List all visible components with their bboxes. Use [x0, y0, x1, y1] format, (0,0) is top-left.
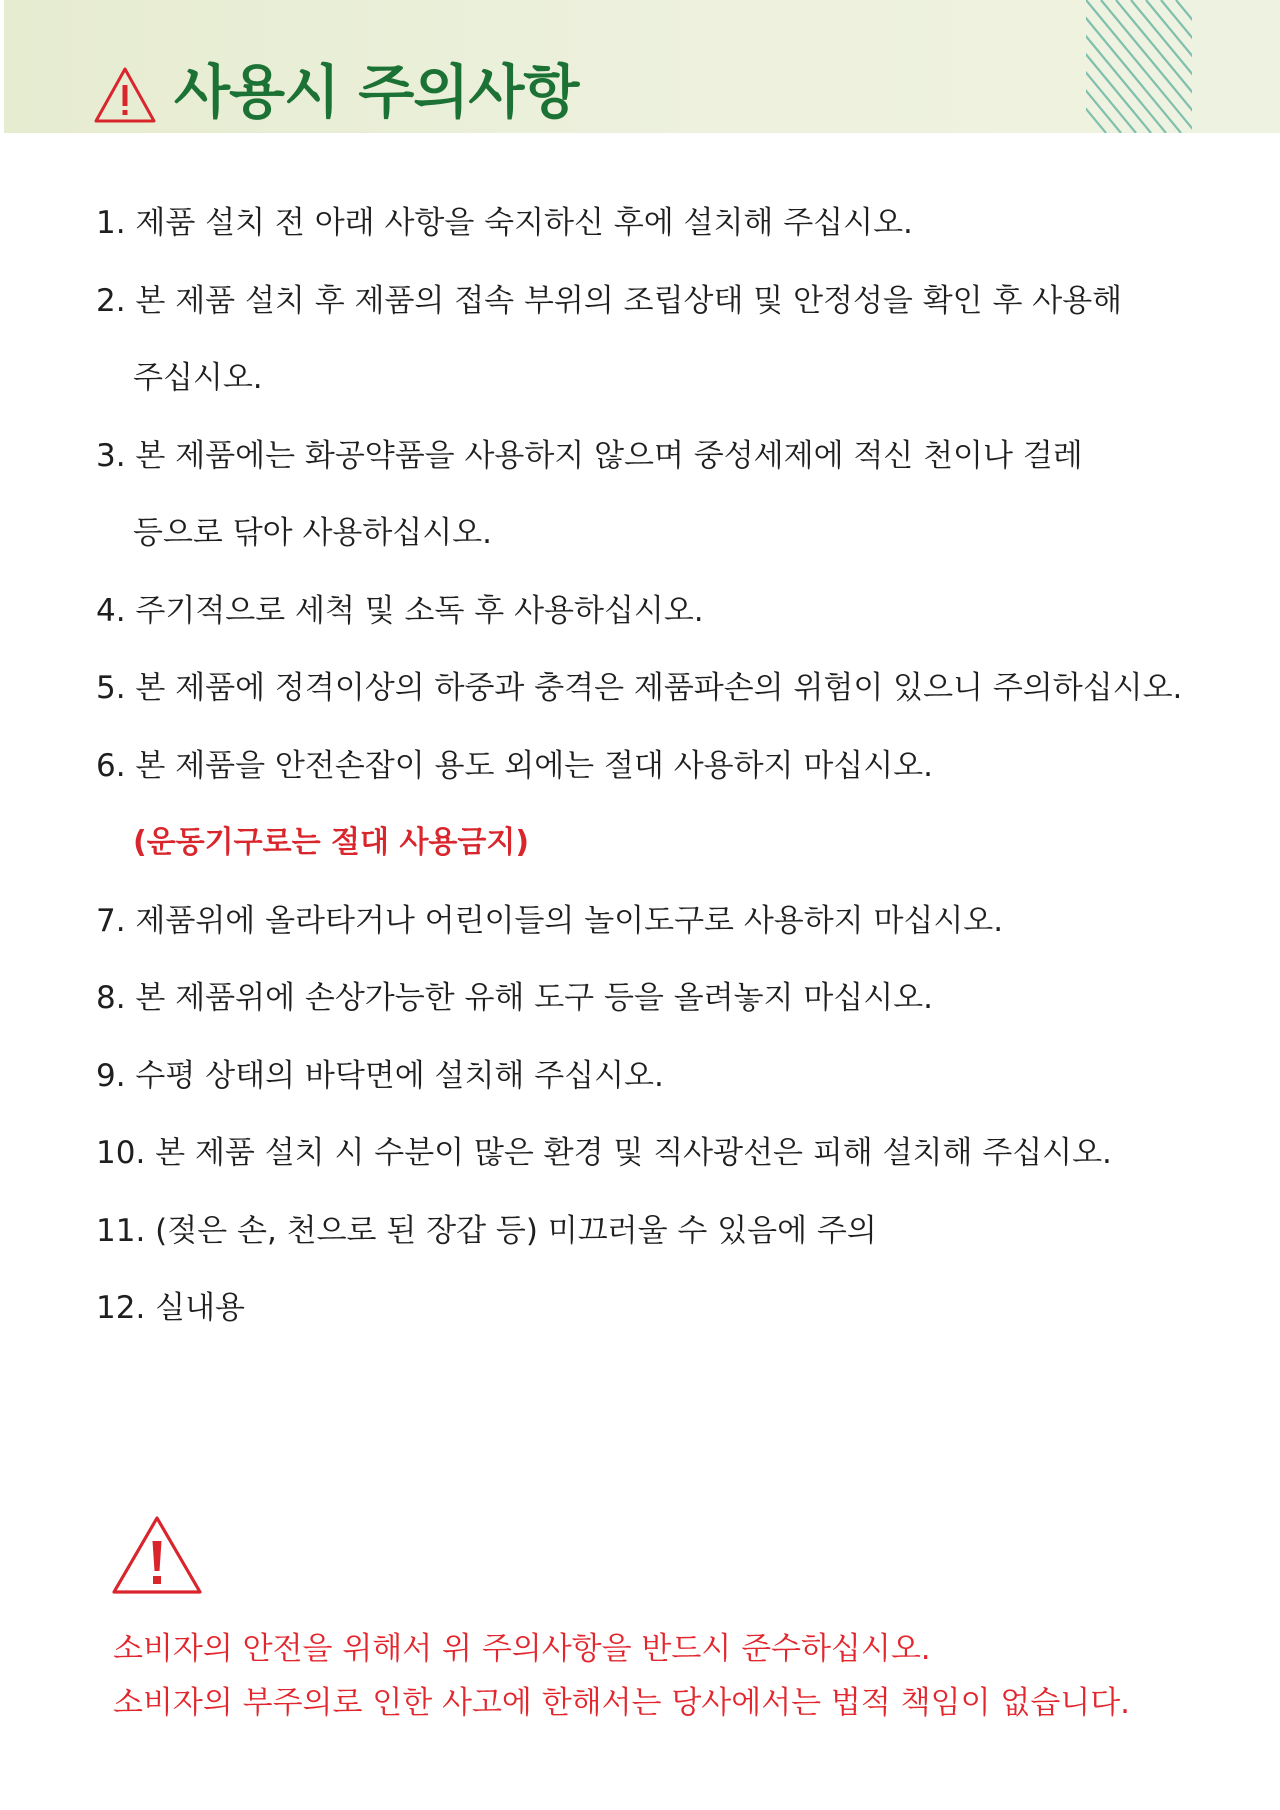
warning-triangle-icon — [110, 1513, 204, 1597]
rule-item-11: 11. (젖은 손, 천으로 된 장갑 등) 미끄러울 수 있음에 주의 — [96, 1212, 877, 1249]
rule-item-2: 2. 본 제품 설치 후 제품의 접속 부위의 조립상태 및 안정성을 확인 후 사용해 — [96, 282, 1123, 319]
rule-item-9: 9. 수평 상태의 바닥면에 설치해 주십시오. — [96, 1057, 664, 1094]
rule-item-6-emphasis: (운동기구로는 절대 사용금지) — [133, 825, 530, 860]
diagonal-stripes-decoration — [1086, 0, 1192, 133]
rule-item-8: 8. 본 제품위에 손상가능한 유해 도구 등을 올려놓지 마십시오. — [96, 980, 933, 1016]
warning-triangle-icon — [93, 65, 157, 125]
rule-item-3-continued: 등으로 닦아 사용하십시오. — [133, 515, 492, 551]
rule-item-6: 6. 본 제품을 안전손잡이 용도 외에는 절대 사용하지 마십시오. — [96, 747, 933, 784]
rule-item-2-continued: 주십시오. — [133, 360, 263, 396]
rule-item-3: 3. 본 제품에는 화공약품을 사용하지 않으며 중성세제에 적신 천이나 걸레 — [96, 437, 1083, 474]
caution-list — [96, 188, 1206, 1351]
page-title: 사용시 주의사항 — [174, 58, 579, 126]
rule-item-1: 1. 제품 설치 전 아래 사항을 숙지하신 후에 설치해 주십시오. — [96, 205, 913, 241]
footer-notice-line-1: 소비자의 안전을 위해서 위 주의사항을 반드시 준수하십시오. — [113, 1631, 931, 1667]
rule-item-12: 12. 실내용 — [96, 1290, 245, 1326]
rule-item-10: 10. 본 제품 설치 시 수분이 많은 환경 및 직사광선은 피해 설치해 주십시오. — [96, 1135, 1112, 1171]
footer-notice-line-2: 소비자의 부주의로 인한 사고에 한해서는 당사에서는 법적 책임이 없습니다. — [113, 1685, 1131, 1721]
rule-item-5: 5. 본 제품에 정격이상의 하중과 충격은 제품파손의 위험이 있으니 주의하십시오. — [96, 670, 1183, 706]
rule-item-4: 4. 주기적으로 세척 및 소독 후 사용하십시오. — [96, 592, 704, 629]
footer-notice — [113, 1622, 1213, 1730]
rule-item-7: 7. 제품위에 올라타거나 어린이들의 놀이도구로 사용하지 마십시오. — [96, 902, 1004, 939]
